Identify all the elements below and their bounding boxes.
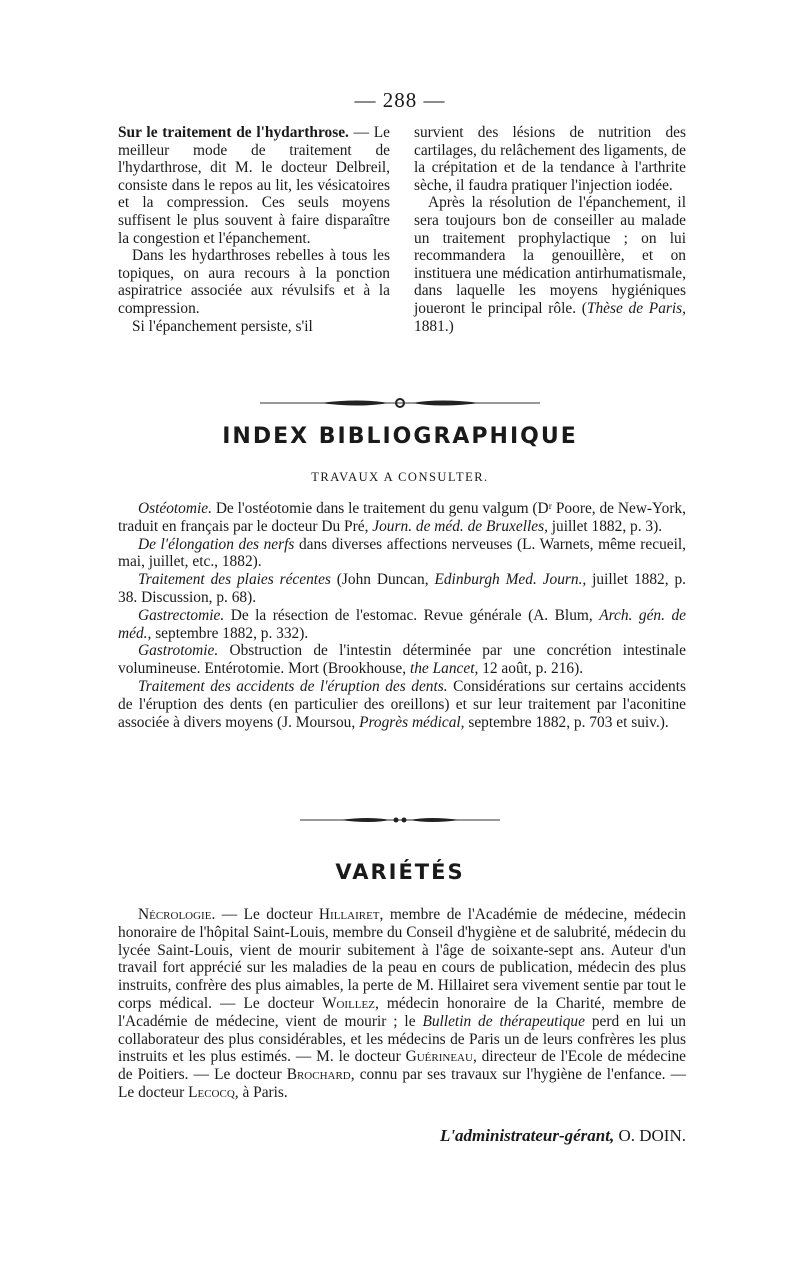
signature: L'administrateur-gérant, O. DOIN. [439, 1126, 686, 1145]
left-paragraph-1: Sur le traitement de l'hydarthrose. — Le meilleur mode de traitement de l'hydarthrose, dit M. le docteur Delbreil, consiste dans le repos au lit, les vésicatoires et la compression. Ces seuls moyens suffisent le plus souvent à faire disparaître la congestion et l'épanchement. [118, 124, 390, 247]
index-entries [118, 500, 686, 731]
left-paragraph-2: Dans les hydarthroses rebelles à tous les topiques, on aura recours à la ponction aspiratrice associée aux révulsifs et à la compression. [118, 247, 390, 317]
ornament-divider-1 [0, 396, 800, 410]
index-subheading: TRAVAUX A CONSULTER. [311, 470, 489, 484]
index-entry: Traitement des accidents de l'éruption des dents. Considérations sur certains accidents de l'éruption des dents (en particulier des oreillons) et sur leur traitement par l'aconitine associée à divers moyens (J. Moursou, Progrès médical, septembre 1882, p. 703 et suiv.). [118, 677, 686, 731]
varietes-heading: VARIÉTÉS [335, 860, 465, 884]
page-number: — 288 — [354, 88, 446, 112]
ornament-rule-icon [260, 396, 540, 410]
index-entry: Gastrotomie. Obstruction de l'intestin déterminée par une concrétion intestinale volumineuse. Entérotomie. Mort (Brookhouse, the Lancet, 12 août, p. 216). [118, 642, 686, 678]
index-entry: Gastrectomie. De la résection de l'estomac. Revue générale (A. Blum, Arch. gén. de méd., septembre 1882, p. 332). [118, 606, 687, 642]
index-heading: INDEX BIBLIOGRAPHIQUE [222, 424, 578, 449]
right-paragraph-2: Après la résolution de l'épanchement, il sera toujours bon de conseiller au malade un traitement prophylactique ; on lui recommandera la genouillère, et on instituera une médication antirhumatismale, dans laquelle les moyens hygiéniques joueront le principal rôle. (Thèse de Paris, 1881.) [414, 194, 687, 335]
ornament-divider-2 [0, 814, 800, 826]
ornament-rule-icon [300, 814, 500, 826]
index-entry: De l'élongation des nerfs dans diverses affections nerveuses (L. Warnets, même recueil, mai, juillet, etc., 1882). [118, 535, 687, 571]
left-column [118, 124, 390, 335]
index-entry: Ostéotomie. De l'ostéotomie dans le traitement du genu valgum (Dʳ Poore, de New-York, traduit en français par le docteur Du Pré, Journ. de méd. de Bruxelles, juillet 1882, p. 3). [118, 500, 686, 535]
left-paragraph-3: Si l'épanchement persiste, s'il [132, 317, 313, 335]
necrology-paragraph: Nécrologie. — Le docteur Hillairet, membre de l'Académie de médecine, médecin honoraire de l'hôpital Saint-Louis, membre du Conseil d'hygiène et de salubrité, médecin du lycée Saint-Louis, vient de mourir subitement à l'âge de soixante-sept ans. Auteur d'un travail fort apprécié sur les maladies de la peau en cours de publication, médecin des plus instruits, confrère des plus aimables, la perte de M. Hillairet sera vivement sentie par tout le corps médical. — Le docteur Woillez, médecin honoraire de la Charité, membre de l'Académie de médecine, vient de mourir ; le Bulletin de thérapeutique perd en lui un collaborateur des plus considérables, et les médecins de Paris un de leurs confrères les plus instruits et les plus estimés. — M. le docteur Guérineau, directeur de l'Ecole de médecine de Poitiers. — Le docteur Brochard, connu par ses travaux sur l'hygiène de l'enfance. — Le docteur Lecocq, à Paris. [118, 906, 687, 1101]
article-title: Sur le traitement de l'hydarthrose. [118, 124, 349, 141]
right-column [414, 124, 686, 335]
index-entry: Traitement des plaies récentes (John Duncan, Edinburgh Med. Journ., juillet 1882, p. 38. Discussion, p. 68). [118, 571, 686, 606]
right-paragraph-1: survient des lésions de nutrition des cartilages, du relâchement des ligaments, de la crépitation et de la tendance à l'arthrite sèche, il faudra pratiquer l'injection iodée. [414, 124, 686, 194]
necrology-block [118, 906, 686, 1102]
thesis-source: Thèse de Paris, [586, 299, 687, 317]
